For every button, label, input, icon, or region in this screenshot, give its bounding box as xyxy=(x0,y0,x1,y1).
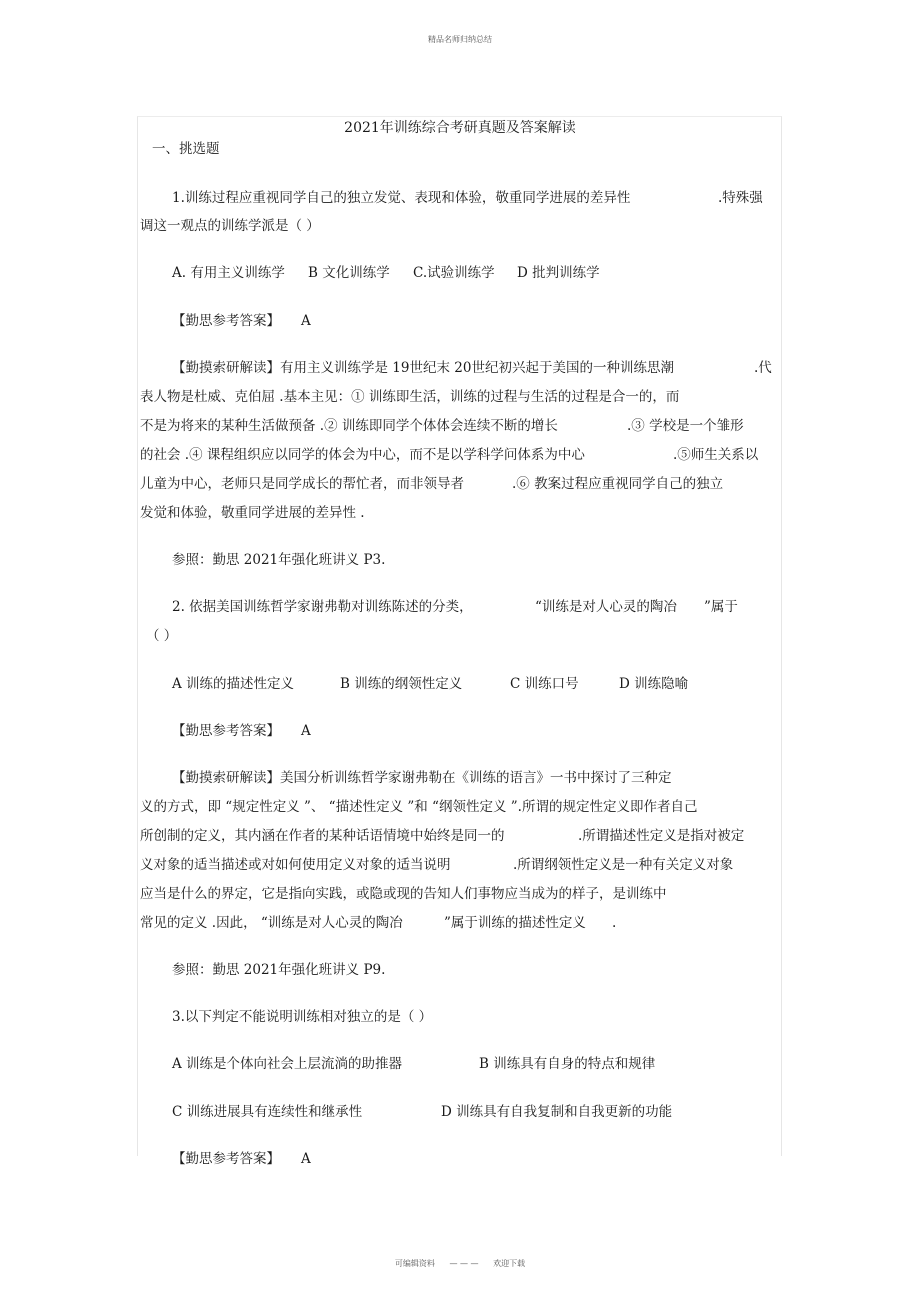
footer-dashes: — — — xyxy=(449,1259,479,1268)
q3-option-c: C 训练进展具有连续性和继承性 xyxy=(172,1104,363,1120)
q2-explanation-line3: 所创制的定义，其内涵在作者的某种话语情境中始终是同一的 xyxy=(140,828,505,844)
q3-answer-label: 【勤思参考答案】 xyxy=(172,1151,280,1167)
q2-stem-line2: （ ） xyxy=(146,628,178,644)
footer-left-text: 可编辑资料 xyxy=(394,1259,435,1268)
q1-explanation-line3-tail: .③ 学校是一个雏形 xyxy=(627,418,744,434)
q2-option-d: D 训练隐喻 xyxy=(619,676,689,692)
q1-explanation-line4: 的社会 .④ 课程组织应以同学的体会为中心，而不是以学科学问体系为中心 xyxy=(140,447,585,463)
q1-explanation-line4-tail: .⑤师生关系以 xyxy=(673,447,759,463)
q3-option-a: A 训练是个体向社会上层流淌的助推器 xyxy=(172,1056,403,1072)
document-title: 2021年训练综合考研真题及答案解读 xyxy=(344,120,576,136)
q2-explanation-line4: 义对象的适当描述或对如何使用定义对象的适当说明 xyxy=(140,857,451,873)
q1-answer-label: 【勤思参考答案】 xyxy=(172,313,280,329)
q2-reference: 参照：勤思 2021年强化班讲义 P9. xyxy=(172,962,386,978)
q1-explanation-line6: 发觉和体验，敬重同学进展的差异性 . xyxy=(140,505,365,521)
q2-stem-line1-tail: ”属于 xyxy=(704,599,738,615)
section-heading: 一、挑选题 xyxy=(152,141,220,157)
q1-explanation-line2: 表人物是杜威、克伯屈 .基本主见：① 训练即生活，训练的过程与生活的过程是合一的，而 xyxy=(140,389,680,405)
q2-explanation-line6-mid: ”属于训练的描述性定义 xyxy=(444,915,586,931)
q1-option-a: A. 有用主义训练学 xyxy=(172,265,285,281)
q3-option-d: D 训练具有自我复制和自我更新的功能 xyxy=(441,1104,673,1120)
q1-reference: 参照：勤思 2021年强化班讲义 P3. xyxy=(172,552,386,568)
q1-stem-line1: 1.训练过程应重视同学自己的独立发觉、表现和体验，敬重同学进展的差异性 xyxy=(172,190,631,206)
q1-option-d: D 批判训练学 xyxy=(517,265,600,281)
q1-explanation-line1-tail: .代 xyxy=(754,360,772,376)
q2-explanation-line2: 义的方式，即 “规定性定义 ”、 “描述性定义 ”和 “纲领性定义 ”.所谓的规定性定义即作者自己 xyxy=(140,799,698,815)
q2-stem-line1: 2. 依据美国训练哲学家谢弗勒对训练陈述的分类， xyxy=(172,599,473,615)
q1-stem-line1-tail: .特殊强 xyxy=(718,190,763,206)
footer-right-text: 欢迎下载 xyxy=(493,1259,526,1268)
q3-option-b: B 训练具有自身的特点和规律 xyxy=(479,1056,656,1072)
q2-explanation-line3-tail: .所谓描述性定义是指对被定 xyxy=(578,828,745,844)
q2-explanation-line6-tail: . xyxy=(612,915,617,931)
q2-option-c: C 训练口号 xyxy=(510,676,579,692)
q1-answer: A xyxy=(301,313,311,329)
q2-explanation-line5: 应当是什么的界定，它是指向实践，或隐或现的告知人们事物应当成为的样子，是训练中 xyxy=(140,886,667,902)
q3-stem: 3.以下判定不能说明训练相对独立的是（ ） xyxy=(172,1009,433,1025)
q1-explanation-line5: 儿童为中心，老师只是同学成长的帮忙者，而非领导者 xyxy=(140,476,464,492)
q2-option-a: A 训练的描述性定义 xyxy=(172,676,295,692)
q1-explanation-line3: 不是为将来的某种生活做预备 .② 训练即同学个体体会连续不断的增长 xyxy=(140,418,558,434)
q3-answer: A xyxy=(301,1151,311,1167)
q2-explanation-line6: 常见的定义 .因此， “训练是对人心灵的陶冶 xyxy=(140,915,403,931)
q2-explanation-line4-tail: .所谓纲领性定义是一种有关定义对象 xyxy=(513,857,734,873)
q1-explanation-line1: 【勤摸索研解读】有用主义训练学是 19世纪末 20世纪初兴起于美国的一种训练思潮 xyxy=(172,360,674,376)
q2-stem-quote: “训练是对人心灵的陶冶 xyxy=(535,599,677,615)
page-footer xyxy=(0,1258,920,1269)
q2-answer: A xyxy=(301,723,311,739)
q2-answer-label: 【勤思参考答案】 xyxy=(172,723,280,739)
q2-option-b: B 训练的纲领性定义 xyxy=(340,676,463,692)
q2-explanation-line1: 【勤摸索研解读】美国分析训练哲学家谢弗勒在《训练的语言》一书中探讨了三种定 xyxy=(172,770,672,786)
q1-option-b: B 文化训练学 xyxy=(308,265,390,281)
q1-option-c: C.试验训练学 xyxy=(413,265,495,281)
page-header: 精品名师归纳总结 xyxy=(428,35,492,44)
q1-explanation-line5-tail: .⑥ 教案过程应重视同学自己的独立 xyxy=(512,476,724,492)
q1-stem-line2: 调这一观点的训练学派是（ ） xyxy=(140,218,320,234)
